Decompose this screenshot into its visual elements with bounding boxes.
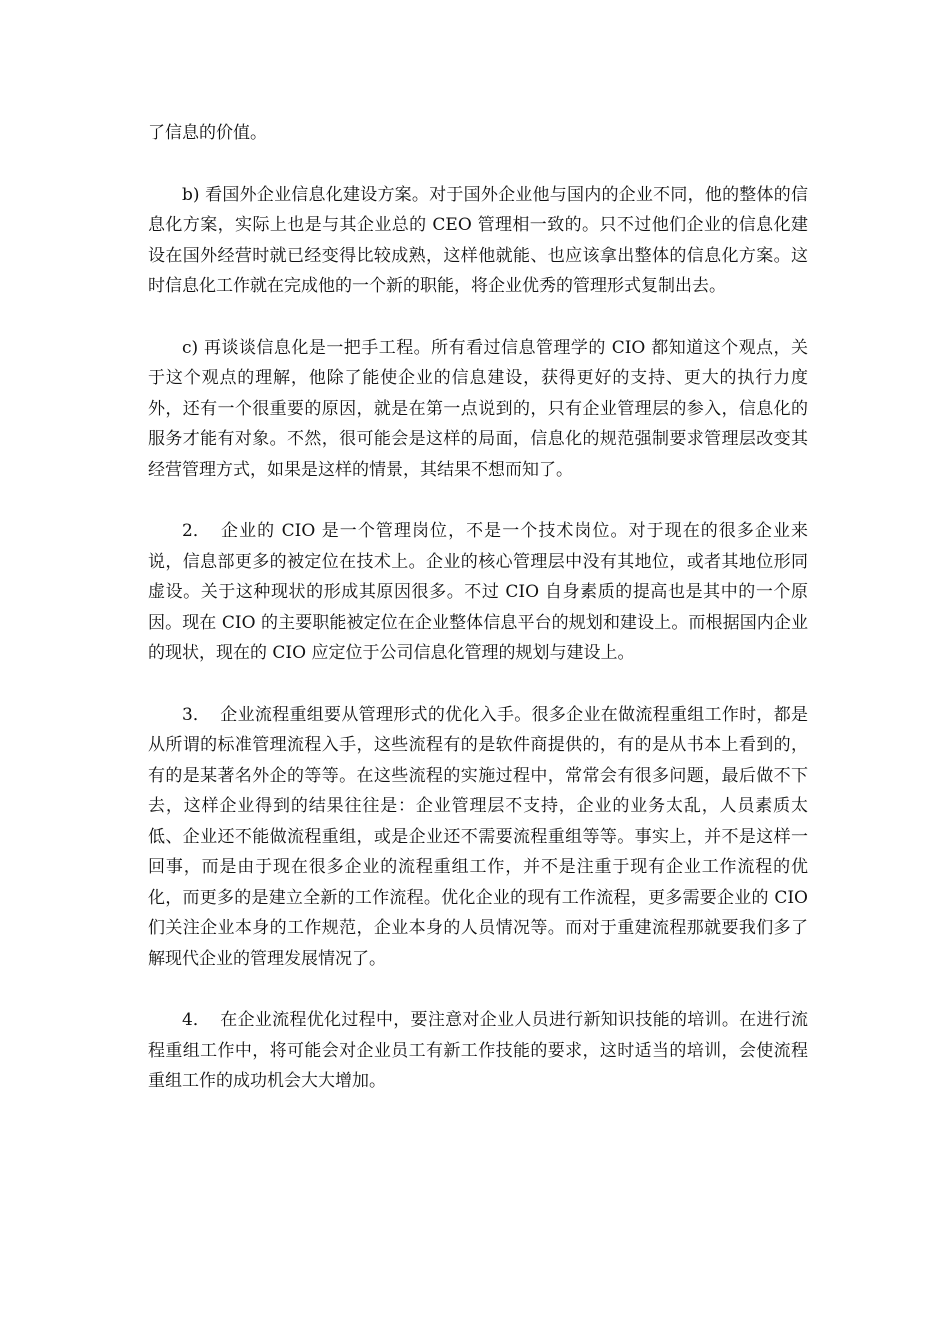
paragraph-continuation: 了信息的价值。 [148,123,267,143]
paragraph-number: 2． [182,521,210,541]
paragraph-b: b) 看国外企业信息化建设方案。对于国外企业他与国内的企业不同，他的整体的信息化方案，实际上也是与其企业总的 CEO 管理相一致的。只不过他们企业的信息化建设在国外经营时就已经变得比较成熟，这样他就能、也应该拿出整体的信息化方案。这时信息化工作就在完成他的一个新的职能，将企业优秀的管理形式复制出去。 [148,184,808,296]
paragraph-3 [148,700,808,975]
paragraph-number: 3． [182,704,210,725]
document-body [148,118,808,1097]
paragraph-text: 企业的 CIO 是一个管理岗位，不是一个技术岗位。对于现在的很多企业来说，信息部更多的被定位在技术上。企业的核心管理层中没有其地位，或者其地位形同虚设。关于这种现状的形成其原因很多。不过 CIO 自身素质的提高也是其中的一个原因。现在 CIO 的主要职能被定位在企业整体信息平台的规划和建设上。而根据国内企业的现状，现在的 CIO 应定位于公司信息化管理的规划与建设上。 [148,521,808,663]
paragraph-number: 4． [182,1010,210,1030]
paragraph-text: 在企业流程优化过程中，要注意对企业人员进行新知识技能的培训。在进行流程重组工作中，将可能会对企业员工有新工作技能的要求，这时适当的培训，会使流程重组工作的成功机会大大增加。 [148,1010,808,1091]
paragraph-4 [148,1005,808,1097]
paragraph-text: 企业流程重组要从管理形式的优化入手。很多企业在做流程重组工作时，都是从所谓的标准管理流程入手，这些流程有的是软件商提供的，有的是从书本上看到的，有的是某著名外企的等等。在这些流程的实施过程中，常常会有很多问题，最后做不下去，这样企业得到的结果往往是：企业管理层不支持，企业的业务太乱，人员素质太低、企业还不能做流程重组，或是企业还不需要流程重组等等。事实上，并不是这样一回事，而是由于现在很多企业的流程重组工作，并不是注重于现有企业工作流程的优化，而更多的是建立全新的工作流程。优化企业的现有工作流程，更多需要企业的 CIO 们关注企业本身的工作规范，企业本身的人员情况等。而对于重建流程那就要我们多了解现代企业的管理发展情况了。 [148,704,808,969]
paragraph-2 [148,516,808,669]
paragraph-c: c) 再谈谈信息化是一把手工程。所有看过信息管理学的 CIO 都知道这个观点，关于这个观点的理解，他除了能使企业的信息建设，获得更好的支持、更大的执行力度外，还有一个很重要的原因，就是在第一点说到的，只有企业管理层的参入，信息化的服务才能有对象。不然，很可能会是这样的局面，信息化的规范强制要求管理层改变其经营管理方式，如果是这样的情景，其结果不想而知了。 [148,337,808,480]
